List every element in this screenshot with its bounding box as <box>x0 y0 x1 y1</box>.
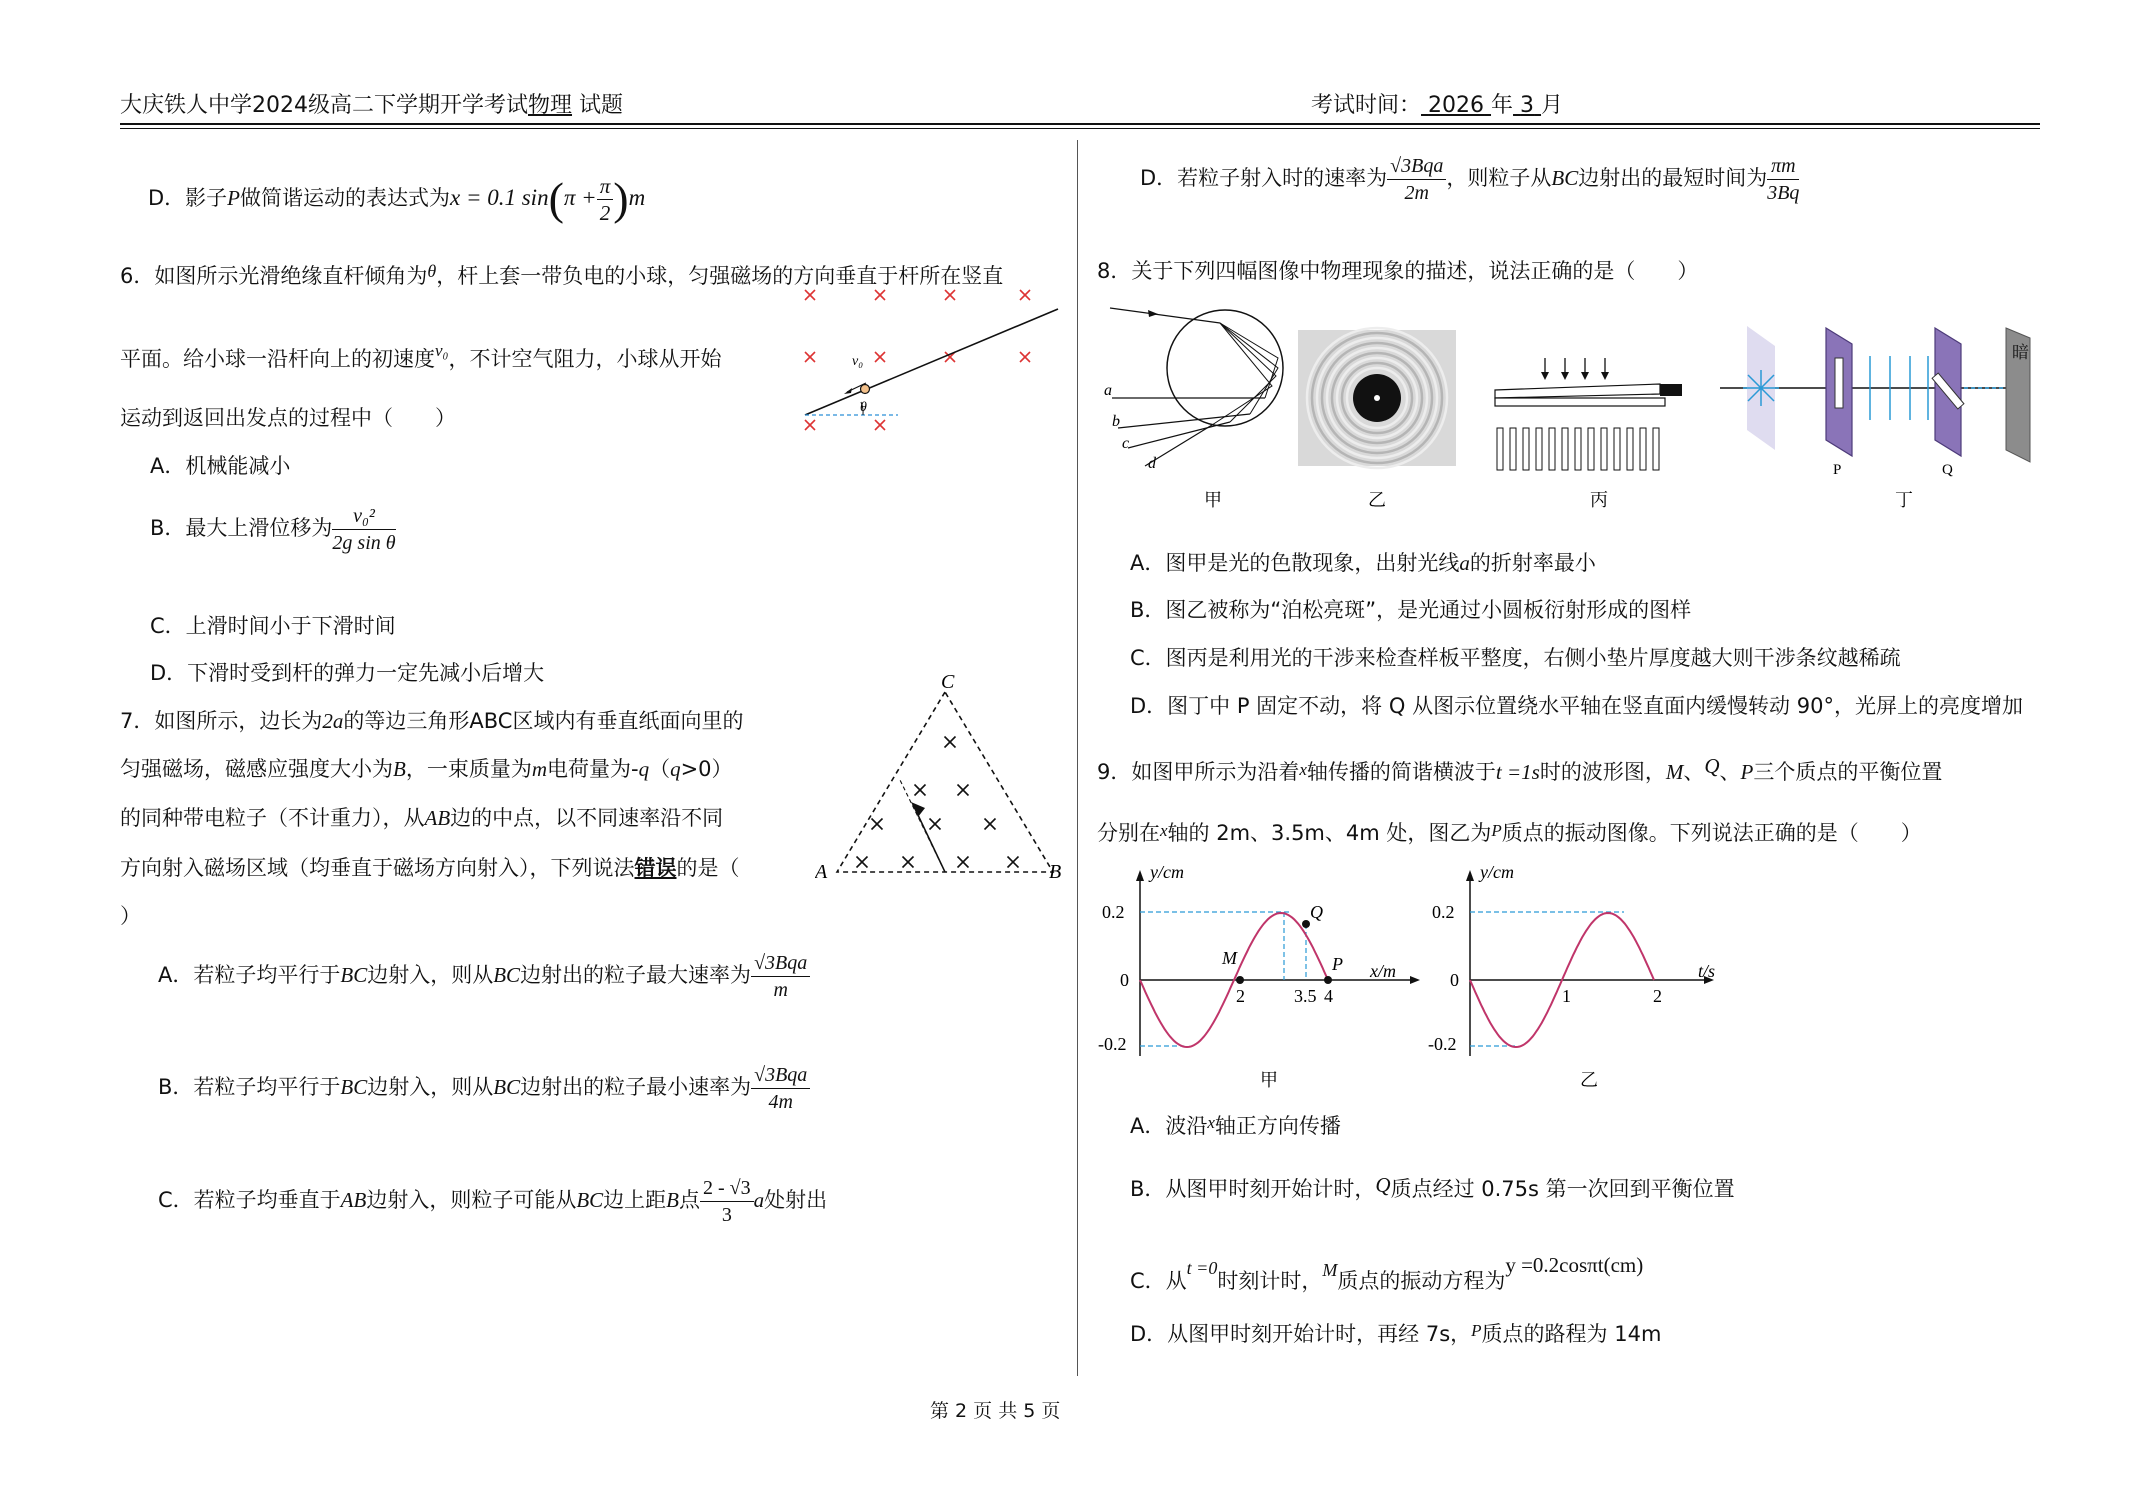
ytick-zero-yi: 0 <box>1450 970 1459 990</box>
time-year: 2026 <box>1428 93 1485 118</box>
fig-jia-dispersion <box>1104 308 1283 510</box>
q7-field-crosses <box>857 737 1019 868</box>
q7-stem-line2: 匀强磁场，磁感应强度大小为B，一束质量为m电荷量为-q（q>0） <box>120 757 733 781</box>
xtick-2: 2 <box>1236 986 1245 1006</box>
q8-option-a: A．图甲是光的色散现象，出射光线a的折射率最小 <box>1130 551 1596 575</box>
q7-stem-line5: ） <box>120 904 141 928</box>
triangle-abc <box>837 692 1053 872</box>
point-m <box>1236 976 1244 984</box>
q5-option-d: D．影子P做简谐运动的表达式为x = 0.1 sin(π + $\frac{\pi}{2}$ )m <box>148 173 646 225</box>
q9-graph-jia <box>1098 856 1428 1096</box>
charged-ball <box>861 385 870 394</box>
q6-stem-line1: 6．如图所示光滑绝缘直杆倾角为θ，杆上套一带负电的小球，匀强磁场的方向垂直于杆所在竖直 <box>120 261 1004 288</box>
caption-jia-graph: 甲 <box>1260 1070 1278 1090</box>
q9-option-b: B．从图甲时刻开始计时，Q质点经过 0.75s 第一次回到平衡位置 <box>1130 1173 1735 1201</box>
q7-option-c: C．若粒子均垂直于AB边射入，则粒子可能从BC边上距B点 $\frac{2 - √3}{3}$ a处射出 <box>158 1176 828 1226</box>
q9-stem-line1: 9．如图甲所示为沿着x轴传播的简谐横波于t =1s时的波形图，M、Q、P三个质点的平衡位置 <box>1097 754 1943 784</box>
q9-stem-line2: 分别在x轴的 2m、3.5m、4m 处，图乙为P质点的振动图像。下列说法正确的是（ ） <box>1097 821 1922 845</box>
q7-stem-line1: 7．如图所示，边长为2a的等边三角形ABC区域内有垂直纸面向里的 <box>120 709 744 733</box>
q8-stem: 8．关于下列四幅图像中物理现象的描述，说法正确的是（ ） <box>1097 259 1699 283</box>
spacer <box>1660 384 1682 396</box>
time-month-unit: 月 <box>1541 93 1564 118</box>
q9-option-c: C．从t =0时刻计时，M质点的振动方程为y =0.2cosπt(cm) <box>1130 1253 1644 1293</box>
q8-option-d: D．图丁中 P 固定不动，将 Q 从图示位置绕水平轴在竖直面内缓慢转动 90°，光屏上的亮度增加 <box>1130 694 2023 718</box>
q7-stem-line3: 的同种带电粒子（不计重力），从AB边的中点，以不同速率沿不同 <box>120 806 724 830</box>
xlabel-jia: x/m <box>1370 961 1396 981</box>
ttick-1: 1 <box>1562 986 1571 1006</box>
q8-option-c: C．图丙是利用光的干涉来检查样板平整度，右侧小垫片厚度越大则干涉条纹越稀疏 <box>1130 646 1901 670</box>
q6-option-a: A．机械能减小 <box>150 454 291 478</box>
q7-stem-line4: 方向射入磁场区域（均垂直于磁场方向射入），下列说法错误的是（ <box>120 856 740 880</box>
time-month: 3 <box>1520 93 1535 118</box>
header-rule-thin <box>120 128 2040 129</box>
ytick-zero: 0 <box>1120 970 1129 990</box>
label-p: P <box>1833 462 1842 478</box>
q6-stem-line3: 运动到返回出发点的过程中（ ） <box>120 406 456 430</box>
label-p: P <box>1332 954 1343 974</box>
magnetic-field-crosses <box>805 290 1030 430</box>
caption-yi: 乙 <box>1368 490 1386 510</box>
q6-option-d: D．下滑时受到杆的弹力一定先减小后增大 <box>150 661 545 685</box>
header-rule <box>120 123 2040 125</box>
xtick-4: 4 <box>1324 986 1333 1006</box>
dark-label: 暗 <box>2012 343 2029 362</box>
bright-spot <box>1374 395 1380 401</box>
fig-theta-label: θ <box>860 400 867 415</box>
q9-option-d: D．从图甲时刻开始计时，再经 7s，$^P$质点的路程为 14m <box>1130 1321 1662 1346</box>
caption-jia: 甲 <box>1204 490 1222 510</box>
header-suffix: 试题 <box>579 93 624 118</box>
ray-b: b <box>1112 413 1120 430</box>
ylabel-yi: y/cm <box>1480 862 1514 882</box>
ray-d: d <box>1148 455 1156 472</box>
point-p <box>1324 976 1332 984</box>
ytick-bottom-yi: -0.2 <box>1428 1034 1457 1054</box>
caption-ding: 丁 <box>1895 490 1913 510</box>
caption-bing: 丙 <box>1590 490 1608 510</box>
q9-option-a: A．波沿$^x$轴正方向传播 <box>1130 1113 1341 1138</box>
q7-option-a: A．若粒子均平行于BC边射入，则从BC边射出的粒子最大速率为 $\frac{\text{√3Bqa}}{m}$ <box>158 945 810 1005</box>
ray-a: a <box>1104 382 1112 399</box>
q6-option-b: B．最大上滑位移为 $\frac{\text{v₀²}}{\text{2g sin θ}}$ <box>150 504 396 554</box>
fig-bing-air-wedge <box>1495 358 1682 510</box>
q7-option-d: D．若粒子射入时的速率为 $\frac{\text{√3Bqa}}{2m}$ ，则粒子从BC边射出的最短时间为 $\frac{\pi m}{3Bq}$ <box>1140 154 1800 204</box>
fig-ding-polarizers <box>1720 326 2030 510</box>
time-year-unit: 年 <box>1491 93 1514 118</box>
header-title <box>120 93 623 119</box>
q8-figures <box>1100 298 2040 518</box>
vertex-a: A <box>815 861 828 883</box>
ylabel-jia: y/cm <box>1150 862 1184 882</box>
xtick-3-5: 3.5 <box>1294 986 1317 1006</box>
header-subject: 物理 <box>528 93 573 118</box>
caption-yi-graph: 乙 <box>1580 1070 1598 1090</box>
vertex-c: C <box>941 672 955 693</box>
q9-graph-yi <box>1428 856 1758 1096</box>
label-m: M <box>1222 948 1237 968</box>
vertex-b: B <box>1049 861 1062 883</box>
fig-v0-label: v₀ <box>852 354 864 369</box>
time-label: 考试时间： <box>1311 93 1422 118</box>
q7-option-b: B．若粒子均平行于BC边射入，则从BC边射出的粒子最小速率为 $\frac{\text{√3Bqa}}{4m}$ <box>158 1057 810 1117</box>
label-q: Q <box>1942 462 1953 478</box>
page-footer: 第 2 页 共 5 页 <box>930 1400 1061 1422</box>
ytick-bottom: -0.2 <box>1098 1034 1127 1054</box>
q7-triangle-figure <box>815 672 1065 887</box>
fig-yi-poisson-spot <box>1298 328 1456 510</box>
point-q <box>1302 920 1310 928</box>
ytick-top: 0.2 <box>1102 902 1125 922</box>
column-divider <box>1077 140 1078 1376</box>
label-q: Q <box>1310 902 1323 922</box>
ytick-top-yi: 0.2 <box>1432 902 1455 922</box>
ttick-2: 2 <box>1653 986 1662 1006</box>
q6-figure <box>800 285 1062 435</box>
xlabel-yi: t/s <box>1698 961 1716 981</box>
q6-stem-line2: 平面。给小球一沿杆向上的初速度$^{v_0}$，不计空气阻力，小球从开始 <box>120 341 722 371</box>
header-exam-time <box>1311 93 1563 119</box>
q6-option-c: C．上滑时间小于下滑时间 <box>150 614 396 638</box>
header-school: 大庆铁人中学2024级高二下学期开学考试 <box>120 93 528 118</box>
ray-c: c <box>1122 435 1130 452</box>
q8-option-b: B．图乙被称为“泊松亮斑”，是光通过小圆板衍射形成的图样 <box>1130 598 1692 622</box>
